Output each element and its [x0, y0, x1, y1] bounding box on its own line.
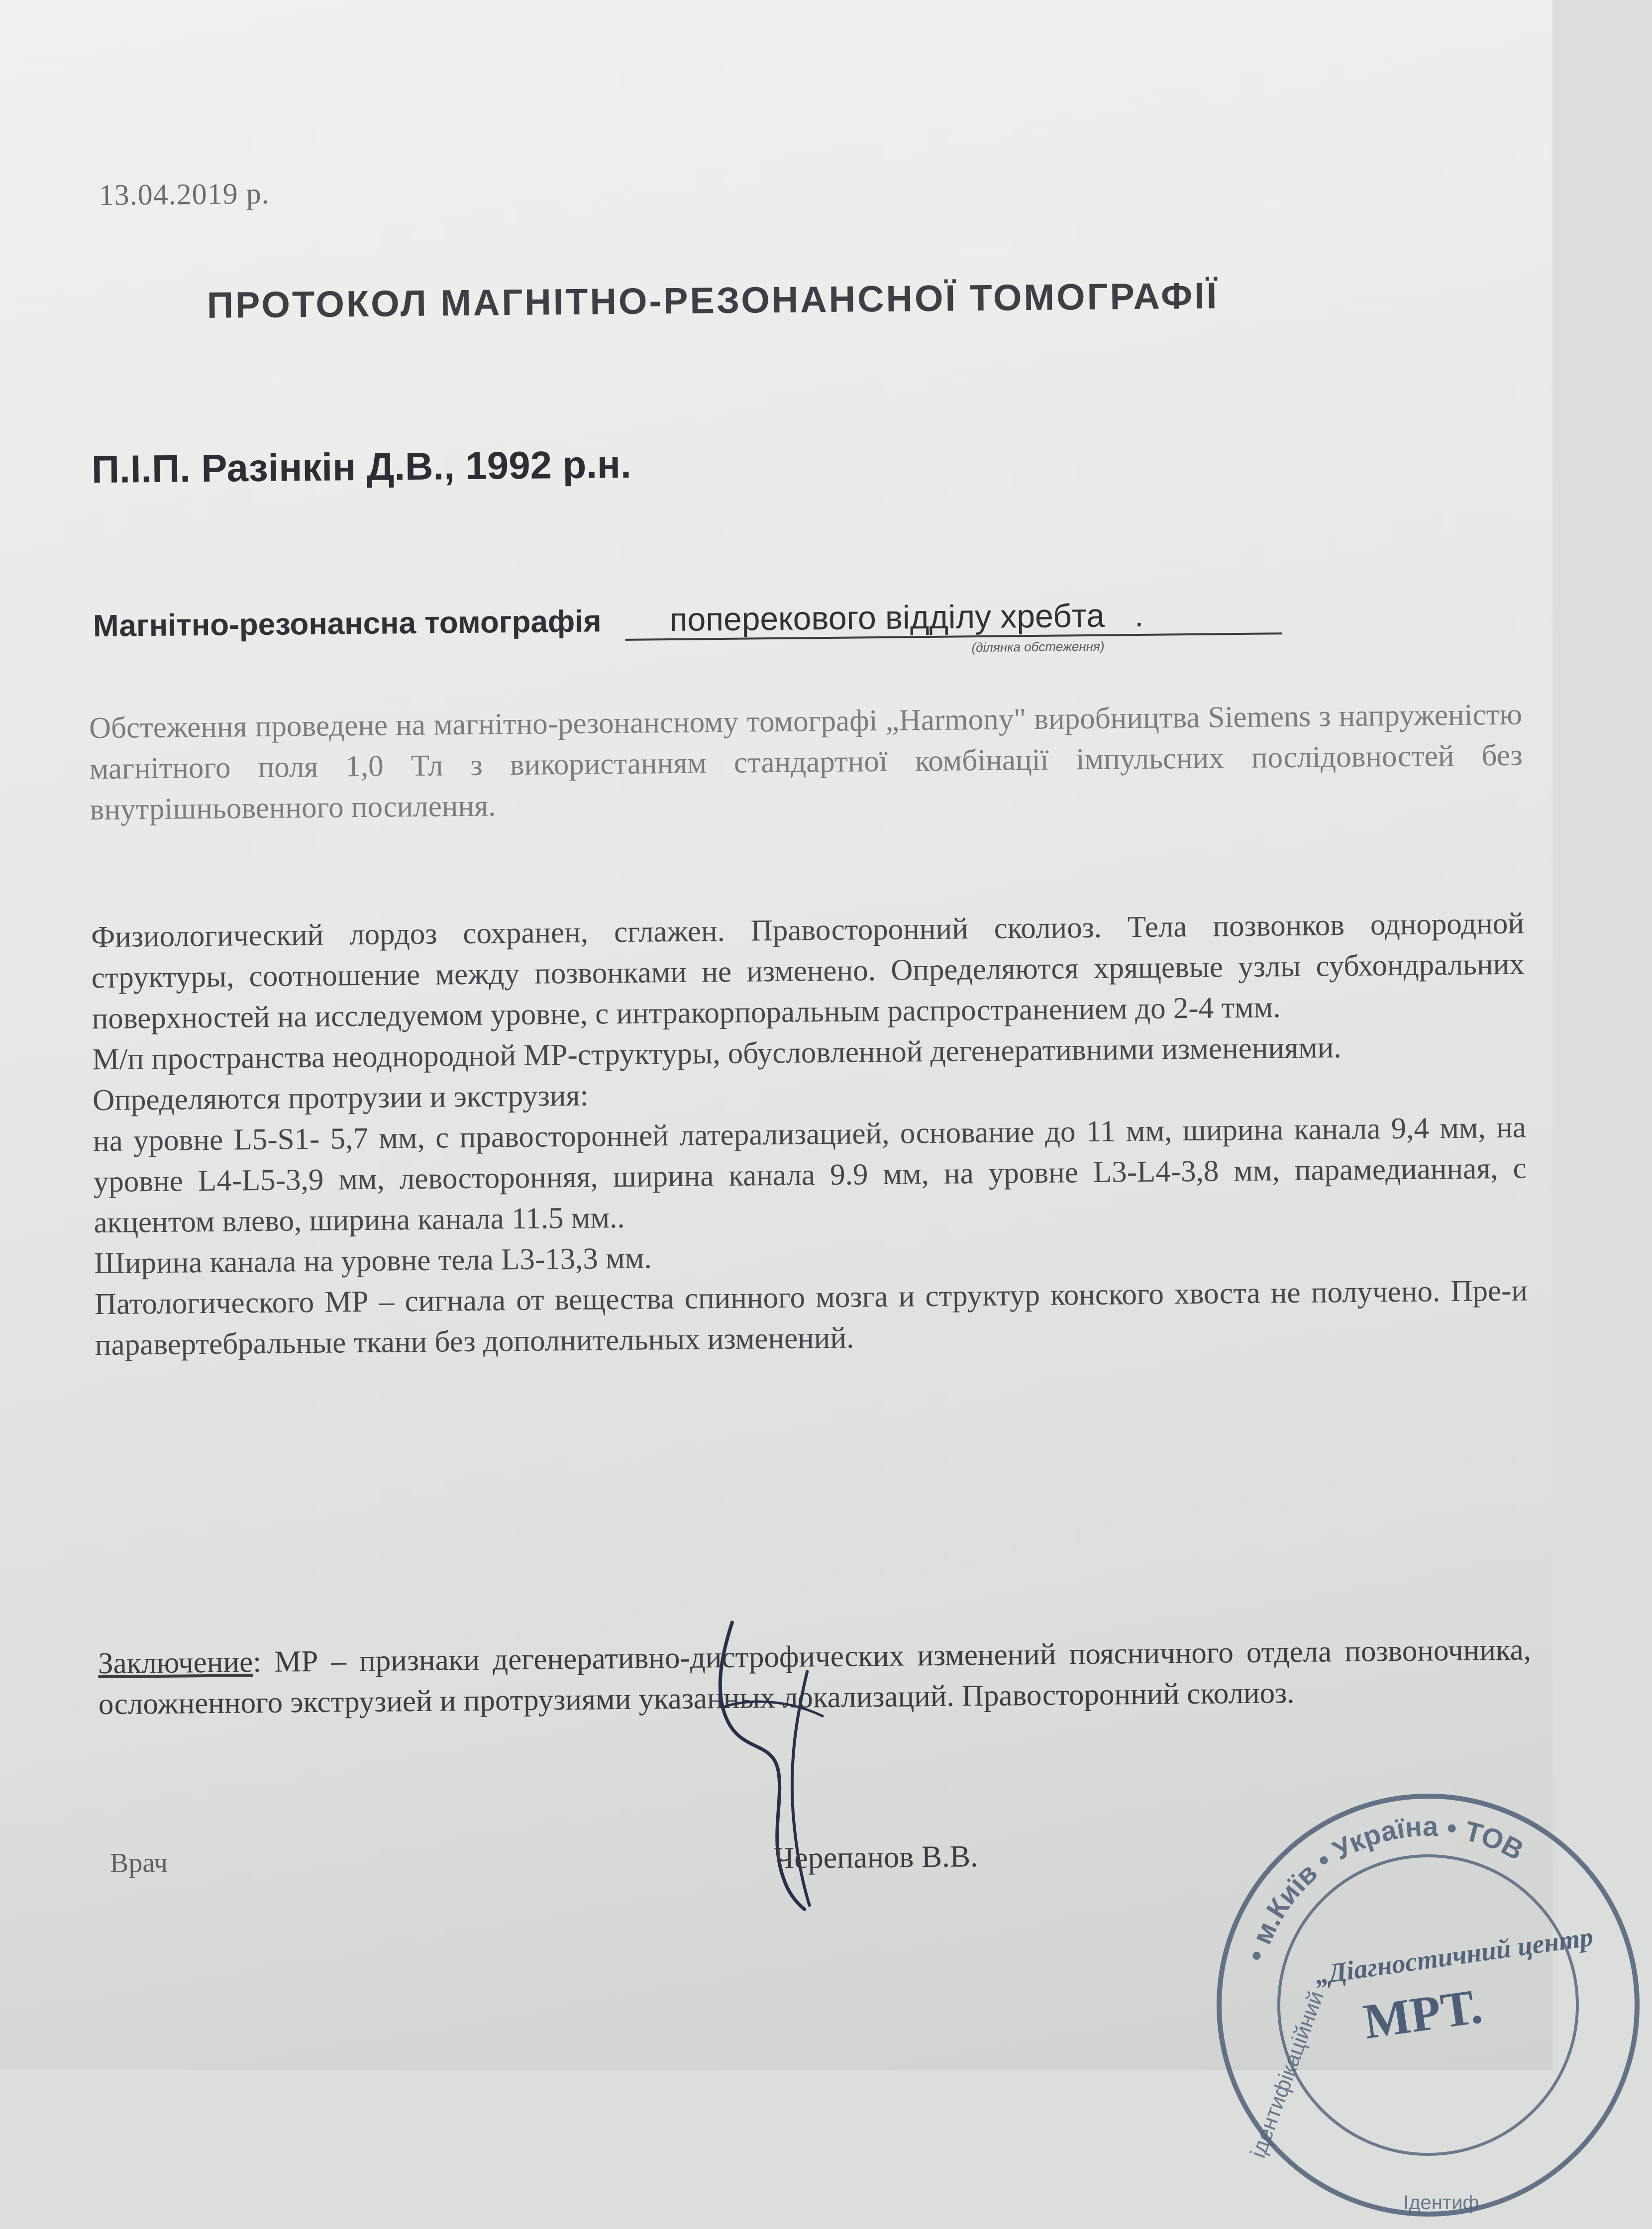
conclusion-text: : МР – признаки дегенеративно-дистрофических изменений поясничного отдела позвоночника, осложненного экструзией и протрузиями указанных локализаций. Правосторонний сколиоз.: [98, 1633, 1532, 1722]
description-p5: Ширина канала на уровне тела L3-13,3 мм.: [94, 1241, 652, 1281]
description-p6: Патологического МР – сигнала от вещества спинного мозга и структур конского хвоста не получено. Пре-и паравертебральные ткани без дополнительных изменений.: [94, 1274, 1528, 1362]
document-date: 13.04.2019 р.: [99, 177, 270, 211]
description-p3: Определяются протрузии и экструзия:: [92, 1079, 589, 1117]
doctor-name: Черепанов В.В.: [774, 1839, 978, 1876]
stamp-left-text: ідентифікаційний: [1245, 1988, 1329, 2161]
examination-area-field: [624, 595, 1282, 641]
conclusion-label: Заключение: [98, 1645, 253, 1681]
description-block: [91, 904, 1529, 1366]
examination-area-note: (ділянка обстеження): [971, 638, 1105, 655]
intro-paragraph: Обстеження проведене на магнітно-резонансному томографі „Harmony" виробництва Siemens з напруженістю магнітного поля 1,0 Тл з використанням стандартної комбінації імпульсних послідовностей без внутрішньовенного посилення.: [89, 698, 1523, 827]
stamp-bottom-text: Ідентиф: [1403, 2192, 1479, 2214]
description-p1: Физиологический лордоз сохранен, сглажен. Правосторонний сколиоз. Тела позвонков однородной структуры, соотношение между позвонками не изменено. Определяются хрящевые узлы субхондральних поверхностей на исследуемом уровне, с интракорпоральным распространением до 2-4 тмм.: [91, 907, 1525, 1036]
examination-area: поперекового відділу хребта: [669, 597, 1105, 638]
description-p2: М/п пространства неоднородной МР-структуры, обусловленной дегенеративними изменениями.: [92, 1031, 1342, 1077]
patient-name: П.І.П. Разінкін Д.В., 1992 р.н.: [91, 442, 632, 492]
stamp-center-line2: МРТ.: [1360, 1978, 1485, 2050]
stamp-ring-text: • м.Київ • Україна • ТОВ: [1239, 1810, 1529, 1965]
stamp-center-line1: „Діагностичний центр: [1313, 1922, 1595, 1990]
description-p4: на уровне L5-S1- 5,7 мм, с правосторонней латерализацией, основание до 11 мм, ширина канала 9,4 мм, на уровне L4-L5-3,9 мм, левосторонняя, ширина канала 9.9 мм, на уровне L3-L4-3,8 мм, парамедианная, с акцентом влево, ширина канала 11.5 мм..: [93, 1111, 1527, 1240]
document-title: ПРОТОКОЛ МАГНІТНО-РЕЗОНАНСНОЇ ТОМОГРАФІЇ: [206, 275, 1219, 326]
examination-label: Магнітно-резонансна томографія: [93, 604, 602, 644]
doctor-role: Врач: [109, 1847, 168, 1879]
examination-area-trailing: .: [1134, 596, 1144, 634]
